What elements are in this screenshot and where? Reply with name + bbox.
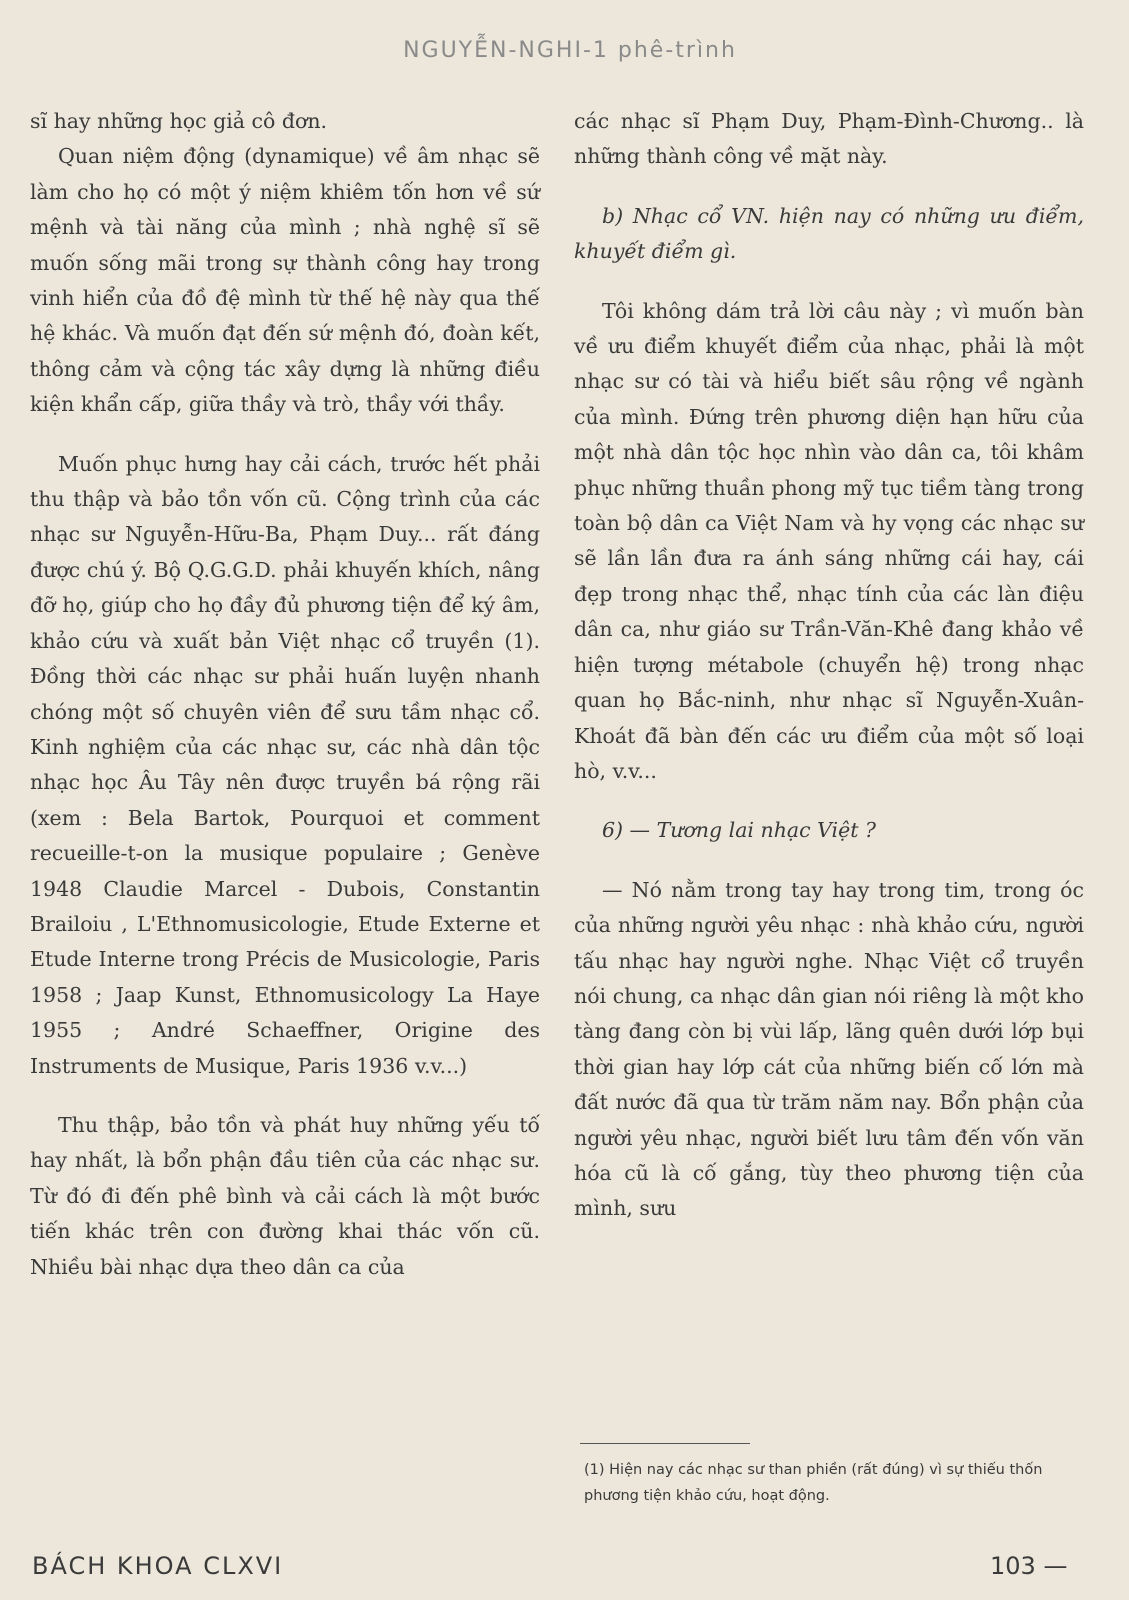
footnote-divider xyxy=(580,1443,750,1444)
footnote-text: (1) Hiện nay các nhạc sư than phiền (rất đúng) vì sự thiếu thốn phương tiện khảo cứu, hoạt động. xyxy=(584,1462,1043,1504)
paragraph: sĩ hay những học giả cô đơn. xyxy=(30,109,328,133)
paragraph: Thu thập, bảo tồn và phát huy những yếu tố hay nhất, là bổn phận đầu tiên của các nhạc sư. Từ đó đi đến phê bình và cải cách là một bước tiến khác trên con đường khai thác vốn cũ. Nhiều bài nhạc dựa theo dân ca của xyxy=(30,1112,540,1279)
running-header: NGUYỄN-NGHI-1 phê-trình xyxy=(403,38,737,63)
paragraph: Tôi không dám trả lời câu này ; vì muốn bàn về ưu điểm khuyết điểm của nhạc, phải là một nhạc sư có tài và hiểu biết sâu rộng về ngành của mình. Đứng trên phương diện hạn hữu của một nhà dân tộc học nhìn vào dân ca, tôi khâm phục những thuần phong mỹ tục tiềm tàng trong toàn bộ dân ca Việt Nam và hy vọng các nhạc sư sẽ lần lần đưa ra ánh sáng những cái hay, cái đẹp trong nhạc thể, nhạc tính của các làn điệu dân ca, như giáo sư Trần-Văn-Khê đang khảo về hiện tượng métabole (chuyển hệ) trong nhạc quan họ Bắc-ninh, như nhạc sĩ Nguyễn-Xuân-Khoát đã bàn đến các ưu điểm của một số loại hò, v.v... xyxy=(574,298,1084,783)
right-column xyxy=(574,104,1084,1227)
paragraph: — Nó nằm trong tay hay trong tim, trong óc của những người yêu nhạc : nhà khảo cứu, người tấu nhạc hay người nghe. Nhạc Việt cổ truyền nói chung, ca nhạc dân gian nói riêng là một kho tàng đang còn bị vùi lấp, lãng quên dưới lớp bụi thời gian hay lớp cát của những biến cố lớn mà đất nước đã qua từ trăm năm nay. Bổn phận của người yêu nhạc, người biết lưu tâm đến vốn văn hóa cũ là cố gắng, tùy theo phương tiện của mình, sưu xyxy=(574,877,1084,1221)
subheading: b) Nhạc cổ VN. hiện nay có những ưu điểm, khuyết điểm gì. xyxy=(574,203,1084,264)
left-column xyxy=(30,104,540,1285)
footnote xyxy=(584,1457,1084,1509)
page-number: 103 — xyxy=(990,1552,1068,1580)
paragraph: các nhạc sĩ Phạm Duy, Phạm-Đình-Chương.. là những thành công về mặt này. xyxy=(574,109,1084,169)
paragraph: Quan niệm động (dynamique) về âm nhạc sẽ làm cho họ có một ý niệm khiêm tốn hơn về sứ mệnh và tài năng của mình ; nhà nghệ sĩ sẽ muốn sống mãi trong sự thành công hay trong vinh hiển của đồ đệ mình từ thế hệ này qua thế hệ khác. Và muốn đạt đến sứ mệnh đó, đoàn kết, thông cảm và cộng tác xây dựng là những điều kiện khẩn cấp, giữa thầy và trò, thầy với thầy. xyxy=(30,144,540,417)
paragraph: Muốn phục hưng hay cải cách, trước hết phải thu thập và bảo tồn vốn cũ. Cộng trình của các nhạc sư Nguyễn-Hữu-Ba, Phạm Duy... rất đáng được chú ý. Bộ Q.G.G.D. phải khuyến khích, nâng đỡ họ, giúp cho họ đầy đủ phương tiện để ký âm, khảo cứu và xuất bản Việt nhạc cổ truyền (1). Đồng thời các nhạc sư phải huấn luyện nhanh chóng một số chuyên viên để sưu tầm nhạc cổ. Kinh nghiệm của các nhạc sư, các nhà dân tộc nhạc học Âu Tây nên được truyền bá rộng rãi (xem : Bela Bartok, Pourquoi et comment recueille-t-on la musique populaire ; Genève 1948 Claudie Marcel - Dubois, Constantin Brailoiu , L'Ethnomusicologie, Etude Externe et Etude Interne trong Précis de Musicologie, Paris 1958 ; Jaap Kunst, Ethnomusicology La Haye 1955 ; André Schaeffner, Origine des Instruments de Musique, Paris 1936 v.v...) xyxy=(30,451,540,1078)
magazine-footer: BÁCH KHOA CLXVI xyxy=(32,1552,284,1580)
section-heading: 6) — Tương lai nhạc Việt ? xyxy=(602,818,876,843)
